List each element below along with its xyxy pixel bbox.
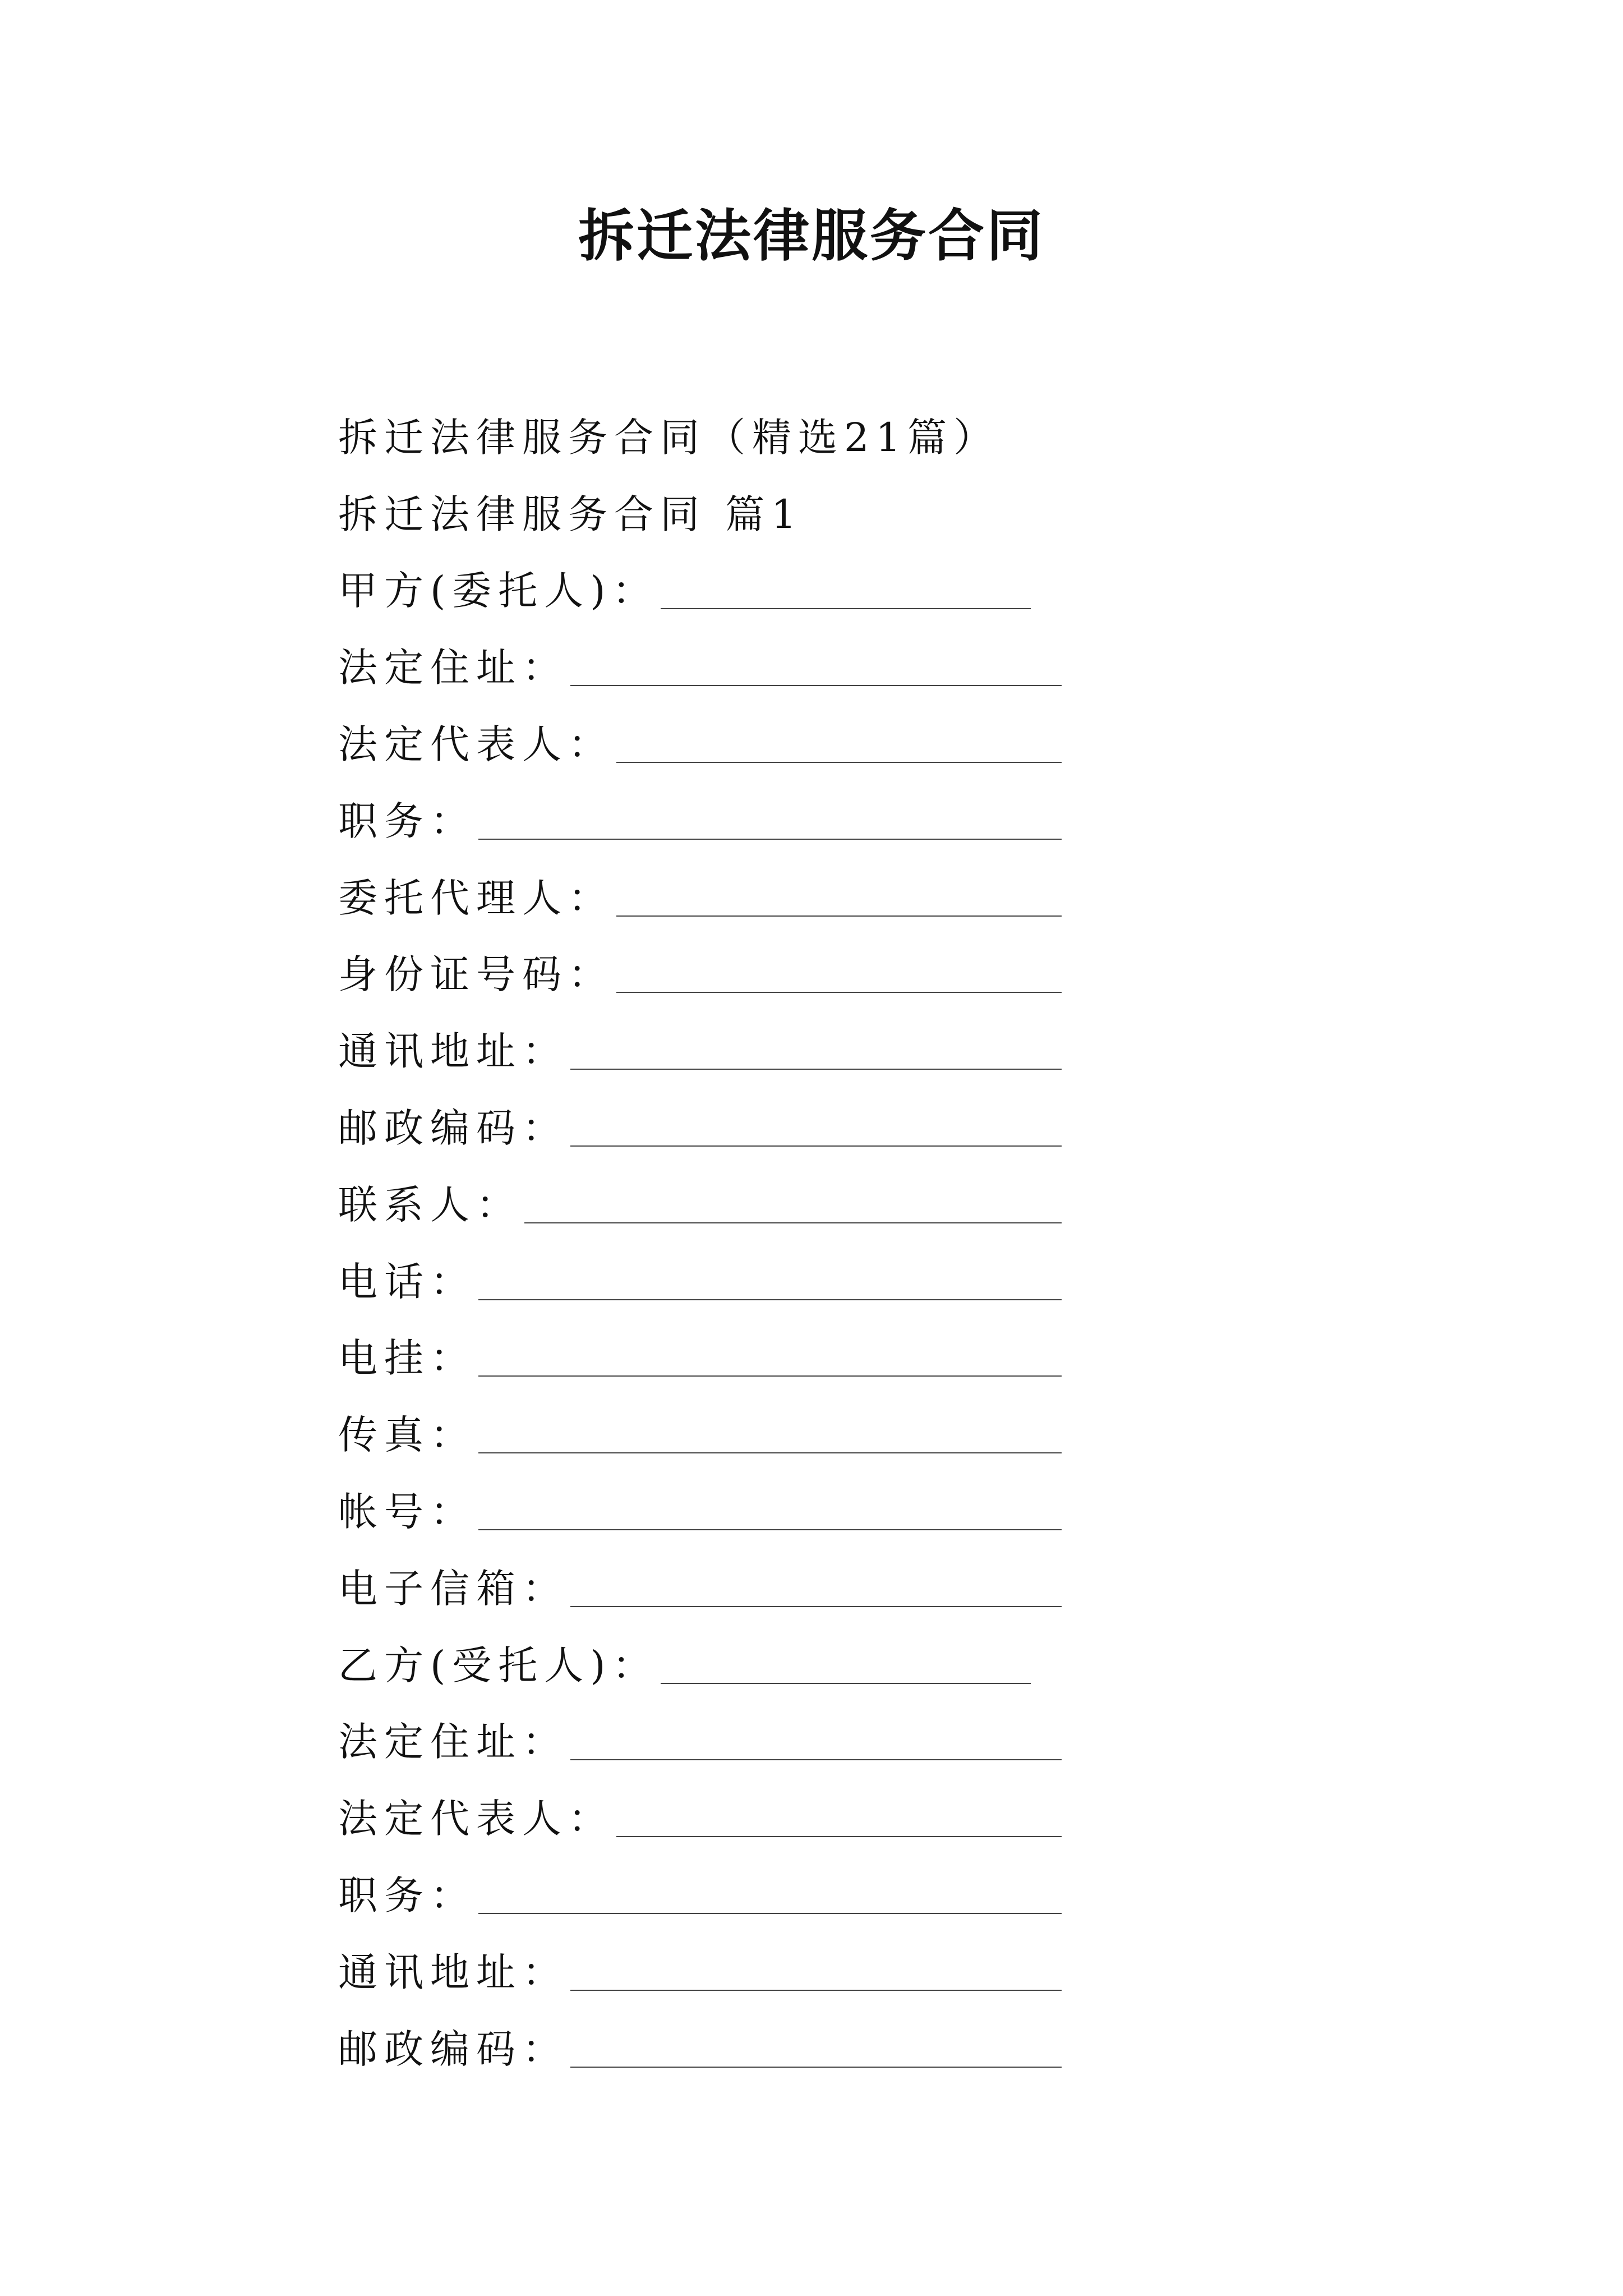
blank-line[interactable] xyxy=(570,1069,1062,1070)
field-label: 乙方(受托人)： xyxy=(338,1642,658,1688)
field-mailing-address-b xyxy=(338,1925,1062,2002)
field-contact xyxy=(338,1158,1062,1235)
blank-line[interactable] xyxy=(570,2067,1062,2068)
field-postal-code xyxy=(338,1081,1062,1158)
field-label: 甲方(委托人)： xyxy=(338,568,658,614)
field-label: 法定住址： xyxy=(338,1719,568,1765)
blank-line[interactable] xyxy=(616,915,1062,917)
field-label: 邮政编码： xyxy=(338,2026,568,2072)
field-label: 通讯地址： xyxy=(338,1949,568,1995)
field-mailing-address xyxy=(338,1004,1062,1081)
blank-line[interactable] xyxy=(570,1606,1062,1607)
blank-line[interactable] xyxy=(524,1222,1062,1223)
field-label: 法定代表人： xyxy=(338,721,614,767)
blank-line[interactable] xyxy=(616,762,1062,763)
blank-line[interactable] xyxy=(661,1683,1031,1684)
field-label: 电话： xyxy=(338,1258,476,1305)
field-label: 委托代理人： xyxy=(338,875,614,921)
field-email xyxy=(338,1542,1062,1618)
blank-line[interactable] xyxy=(661,608,1031,609)
field-position xyxy=(338,774,1062,851)
field-position-b xyxy=(338,1848,1062,1925)
blank-line[interactable] xyxy=(478,1375,1062,1377)
blank-line[interactable] xyxy=(478,1299,1062,1300)
section-heading: 拆迁法律服务合同 篇1 xyxy=(338,491,803,537)
field-phone xyxy=(338,1235,1062,1312)
document-body xyxy=(338,390,1062,2079)
blank-line[interactable] xyxy=(478,839,1062,840)
blank-line[interactable] xyxy=(478,1913,1062,1914)
field-label: 电挂： xyxy=(338,1335,476,1382)
field-legal-address xyxy=(338,620,1062,697)
blank-line[interactable] xyxy=(478,1529,1062,1530)
document-subtitle: 拆迁法律服务合同（精选21篇） xyxy=(338,414,1000,461)
blank-line[interactable] xyxy=(616,992,1062,993)
field-label: 帐号： xyxy=(338,1488,476,1535)
field-telegram xyxy=(338,1312,1062,1388)
field-label: 身份证号码： xyxy=(338,951,614,998)
blank-line[interactable] xyxy=(570,1759,1062,1760)
field-postal-code-b xyxy=(338,2002,1062,2079)
field-label: 职务： xyxy=(338,1872,476,1918)
blank-line[interactable] xyxy=(478,1452,1062,1453)
field-label: 联系人： xyxy=(338,1181,522,1228)
field-label: 电子信箱： xyxy=(338,1565,568,1612)
field-fax xyxy=(338,1388,1062,1465)
field-agent xyxy=(338,851,1062,928)
field-label: 邮政编码： xyxy=(338,1105,568,1151)
field-legal-representative xyxy=(338,697,1062,774)
field-label: 法定代表人： xyxy=(338,1796,614,1842)
blank-line[interactable] xyxy=(570,1990,1062,1991)
field-legal-representative-b xyxy=(338,1772,1062,1848)
field-party-b xyxy=(338,1618,1062,1695)
field-label: 通讯地址： xyxy=(338,1028,568,1075)
field-label: 职务： xyxy=(338,798,476,844)
field-id-number xyxy=(338,928,1062,1005)
field-account xyxy=(338,1465,1062,1542)
blank-line[interactable] xyxy=(616,1836,1062,1837)
field-party-a xyxy=(338,544,1062,621)
document-title: 拆迁法律服务合同 xyxy=(578,203,1045,269)
field-legal-address-b xyxy=(338,1695,1062,1772)
field-label: 传真： xyxy=(338,1412,476,1458)
section-heading-line xyxy=(338,467,1062,544)
blank-line[interactable] xyxy=(570,685,1062,686)
field-label: 法定住址： xyxy=(338,645,568,691)
blank-line[interactable] xyxy=(570,1145,1062,1147)
subtitle-line xyxy=(338,390,1062,467)
